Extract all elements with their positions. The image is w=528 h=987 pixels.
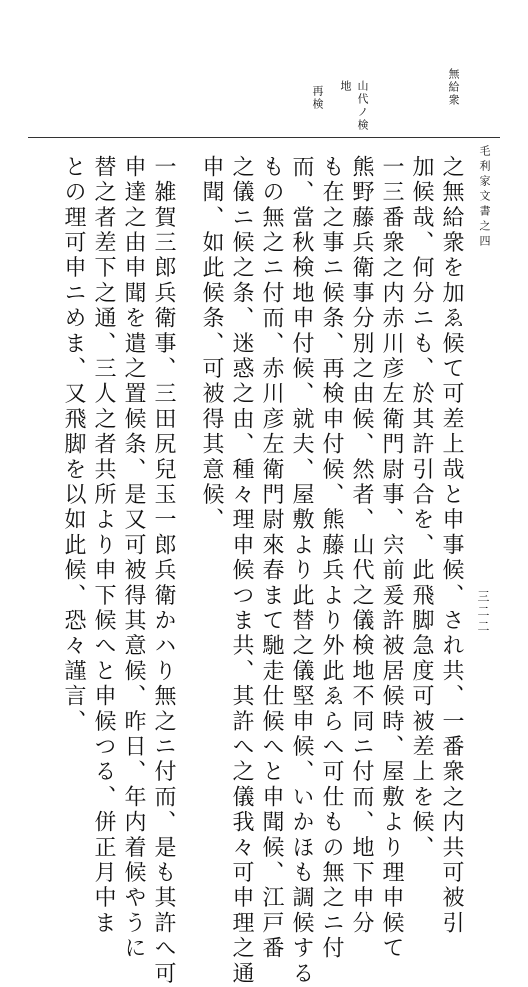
- text-column: 之儀ニ候之条、迷惑之由、種々理申候つま共、其許へ之儀我々可申理之通: [229, 155, 254, 987]
- annotation-land: 地: [339, 80, 352, 93]
- text-column: との理可申ニめま、又飛脚を以如此候、恐々謹言、: [61, 155, 86, 735]
- text-column: 一三番衆之内赤川彦左衛門尉事、宍前爰許被居候時、屋敷より理申候て: [379, 155, 404, 962]
- text-column: 申達之由申聞を遣之置候条、是又可被得其意候、昨日、年内着候やうに: [121, 155, 146, 962]
- annotation-no-stipend: 無給衆: [447, 68, 460, 107]
- text-column: 而、當秋検地申付候、就夫、屋敷より此替之儀堅申候、いかほも調候する: [289, 155, 314, 987]
- text-column: もの無之ニ付而、赤川彦左衛門尉來春まて馳走仕候へと申聞候、江戸番: [259, 155, 284, 962]
- header-rule: [28, 137, 500, 138]
- page-number: 三二二: [476, 590, 490, 635]
- text-column: 申聞、如此候条、可被得其意候、: [199, 155, 224, 533]
- text-column: 加候哉、何分ニも、於其許引合を、此飛脚急度可被差上を候、: [409, 155, 434, 861]
- text-column: も在之事ニ候条、再検申付候、熊藤兵より外此ゑらへ可仕もの無之ニ付: [319, 155, 344, 962]
- text-column: 熊野藤兵衛事分別之由候、然者、山代之儀検地不同ニ付而、地下申分: [349, 155, 374, 937]
- text-column: 替之者差下之通、三人之者共所より申下候へと申候つる、併正月中ま: [91, 155, 116, 937]
- text-column: 之無給衆を加ゑ候て可差上哉と申事候、され共、一番衆之内共可被引: [439, 155, 464, 937]
- text-column: 一雑賀三郎兵衛事、三田尻兒玉一郎兵衛かハり無之ニ付而、是も其許へ可: [151, 155, 176, 987]
- annotation-yamashiro-survey: 山代ノ検: [356, 80, 369, 132]
- annotation-resurvey: 再検: [311, 85, 324, 111]
- book-title: 毛利家文書之四: [478, 145, 491, 250]
